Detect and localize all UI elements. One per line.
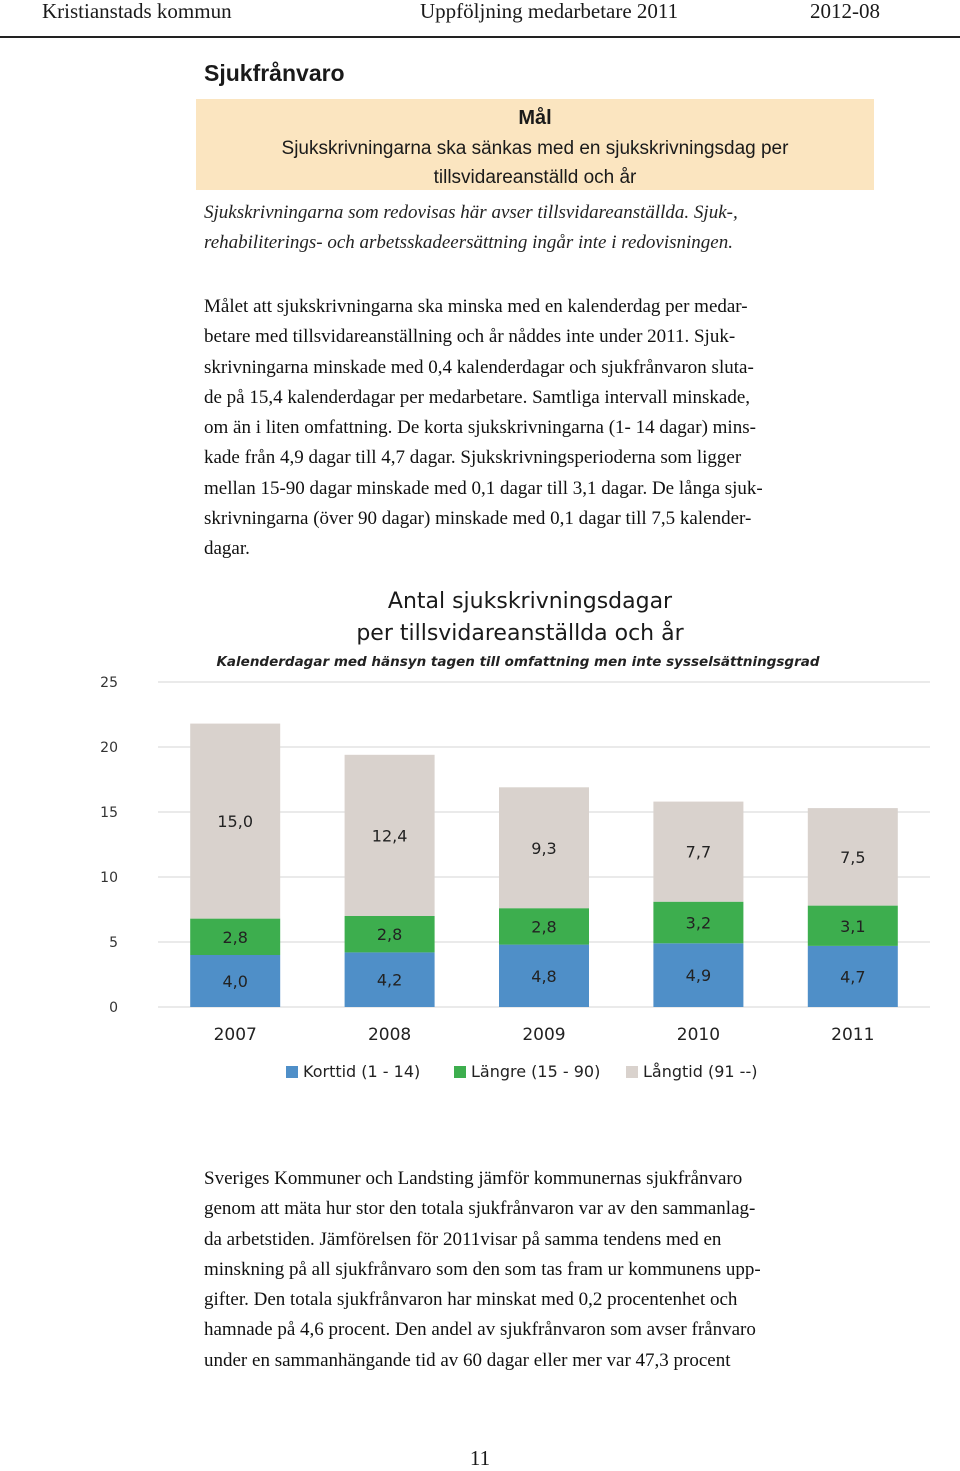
data-label: 3,1 bbox=[840, 916, 866, 936]
data-label: 4,8 bbox=[531, 966, 557, 986]
text-line: hamnade på 4,6 procent. Den andel av sjukfrånvaron som avser frånvaro bbox=[204, 1319, 756, 1341]
text-line: kade från 4,9 dagar till 4,7 dagar. Sjukskrivningsperioderna som ligger bbox=[204, 447, 742, 469]
header-date: 2012-08 bbox=[810, 0, 880, 23]
chart-title-line: per tillsvidareanställda och år bbox=[356, 621, 684, 646]
text-line: da arbetstiden. Jämförelsen för 2011visar på samma tendens med en bbox=[204, 1228, 722, 1250]
x-tick-label: 2010 bbox=[676, 1025, 721, 1045]
text-line: de på 15,4 kalenderdagar per medarbetare. Samtliga intervall minskade, bbox=[204, 386, 751, 408]
data-label: 15,0 bbox=[217, 812, 254, 832]
y-tick-label: 10 bbox=[100, 870, 118, 886]
text-line: skrivningarna minskade med 0,4 kalenderdagar och sjukfrånvaron sluta- bbox=[204, 356, 754, 378]
data-label: 7,7 bbox=[685, 842, 712, 862]
y-tick-label: 25 bbox=[100, 675, 118, 691]
y-tick-label: 15 bbox=[100, 805, 118, 821]
data-label: 4,0 bbox=[222, 972, 248, 991]
data-label: 9,3 bbox=[531, 838, 557, 858]
legend-label: Korttid (1 - 14) bbox=[303, 1062, 421, 1081]
legend-label: Långtid (91 --) bbox=[643, 1062, 758, 1081]
y-tick-label: 5 bbox=[109, 935, 118, 951]
data-label: 4,9 bbox=[685, 966, 712, 986]
text-line: dagar. bbox=[204, 538, 250, 560]
goal-text-line: Sjukskrivningarna ska sänkas med en sjukskrivningsdag per bbox=[281, 138, 789, 159]
x-tick-label: 2011 bbox=[831, 1025, 875, 1045]
page-number: 11 bbox=[469, 1446, 491, 1470]
text-line: genom att mäta hur stor den totala sjukfrånvaron var av den sammanlag- bbox=[204, 1198, 756, 1220]
text-line: skrivningarna (över 90 dagar) minskade med 0,1 dagar till 7,5 kalender- bbox=[204, 508, 752, 530]
header-organization: Kristianstads kommun bbox=[42, 0, 232, 23]
page-header bbox=[0, 0, 960, 38]
data-label: 4,7 bbox=[840, 967, 866, 987]
text-line: Målet att sjukskrivningarna ska minska med en kalenderdag per medar- bbox=[204, 296, 748, 317]
text-line: Sveriges Kommuner och Landsting jämför kommunernas sjukfrånvaro bbox=[204, 1168, 743, 1189]
data-label: 2,8 bbox=[531, 917, 557, 937]
chart-canvas bbox=[90, 580, 940, 1100]
chart-subtitle: Kalenderdagar med hänsyn tagen till omfattning men inte sysselsättningsgrad bbox=[216, 654, 820, 670]
x-tick-label: 2008 bbox=[367, 1025, 412, 1045]
legend-swatch bbox=[454, 1066, 466, 1078]
paragraph-skl-comparison bbox=[204, 1164, 884, 1376]
text-line: betare med tillsvidareanställning och år nåddes inte under 2011. Sjuk- bbox=[204, 326, 736, 348]
goal-text-line: tillsvidareanställd och år bbox=[433, 167, 637, 188]
data-label: 2,8 bbox=[222, 927, 248, 947]
paragraph-goal-result bbox=[204, 292, 884, 565]
section-title: Sjukfrånvaro bbox=[204, 60, 345, 86]
legend-label: Längre (15 - 90) bbox=[471, 1062, 601, 1081]
legend-swatch bbox=[286, 1066, 298, 1078]
text-line: under en sammanhängande tid av 60 dagar eller mer var 47,3 procent bbox=[204, 1349, 731, 1371]
data-label: 3,2 bbox=[685, 913, 712, 933]
goal-box bbox=[196, 99, 874, 190]
text-line: mellan 15-90 dagar minskade med 0,1 dagar till 3,1 dagar. De långa sjuk- bbox=[204, 477, 763, 499]
data-label: 7,5 bbox=[840, 847, 866, 867]
data-label: 12,4 bbox=[371, 826, 408, 846]
sick-days-chart bbox=[90, 580, 940, 1100]
y-tick-label: 20 bbox=[100, 740, 118, 756]
note-line: Sjukskrivningarna som redovisas här avser tillsvidareanställda. Sjuk-, bbox=[204, 202, 738, 223]
goal-heading: Mål bbox=[518, 107, 552, 129]
y-tick-label: 0 bbox=[109, 1000, 118, 1016]
text-line: om än i liten omfattning. De korta sjukskrivningarna (1- 14 dagar) mins- bbox=[204, 417, 756, 439]
legend-swatch bbox=[626, 1066, 638, 1078]
data-label: 2,8 bbox=[376, 925, 403, 945]
reporting-note bbox=[204, 198, 884, 258]
x-tick-label: 2009 bbox=[522, 1025, 566, 1045]
note-line: rehabiliterings- och arbetsskadeersättning ingår inte i redovisningen. bbox=[204, 232, 733, 253]
text-line: gifter. Den totala sjukfrånvaron har minskat med 0,2 procentenhet och bbox=[204, 1289, 738, 1311]
header-document-title: Uppföljning medarbetare 2011 bbox=[420, 0, 679, 23]
x-tick-label: 2007 bbox=[213, 1025, 257, 1045]
data-label: 4,2 bbox=[376, 970, 403, 990]
chart-title-line: Antal sjukskrivningsdagar bbox=[387, 589, 673, 614]
text-line: minskning på all sjukfrånvaro som den som tas fram ur kommunens upp- bbox=[204, 1258, 761, 1280]
